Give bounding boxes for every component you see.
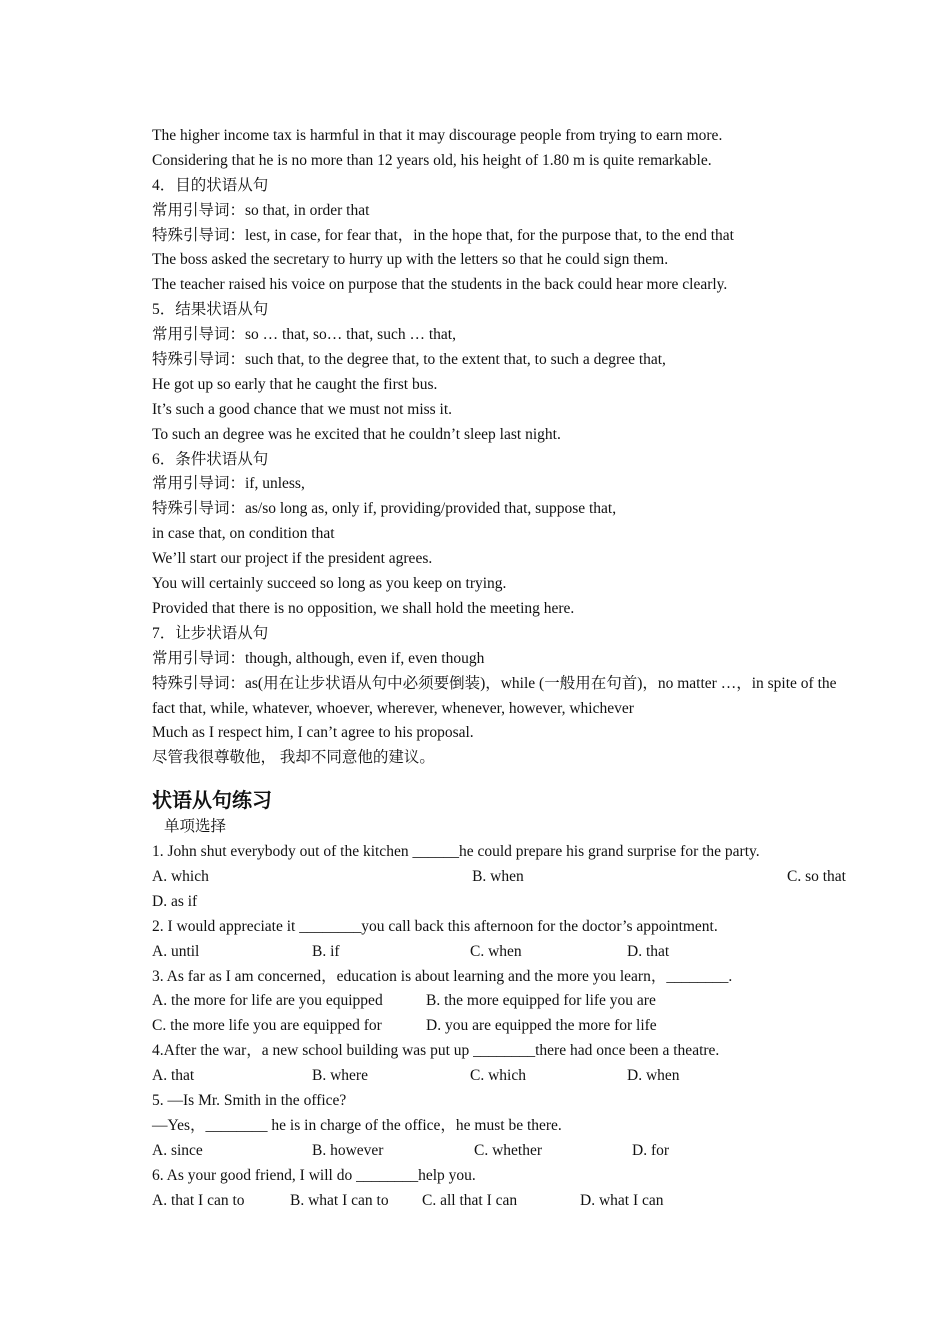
- option-b[interactable]: B. where: [312, 1067, 368, 1085]
- option-c[interactable]: C. so that: [787, 867, 846, 885]
- option-a[interactable]: A. since: [152, 1141, 203, 1159]
- option-d[interactable]: D. when: [627, 1067, 680, 1085]
- question-stem: 6. As your good friend, I will do ________help you.: [152, 1166, 476, 1184]
- concession-special-paragraph: 特殊引导词：as(用在让步状语从句中必须要倒装)，while (一般用在句首)，no matter …，in spite of the fact that, while, whatever, whoever, wherever, whenever, however, whichever: [152, 674, 837, 717]
- text-line: 特殊引导词：lest, in case, for fear that，in the hope that, for the purpose that, to the end that: [152, 226, 734, 244]
- section-heading-result: 5．结果状语从句: [152, 301, 269, 319]
- question-3: [152, 965, 852, 1040]
- option-b[interactable]: B. however: [312, 1141, 384, 1159]
- text-line: The teacher raised his voice on purpose that the students in the back could hear more clearly.: [152, 276, 728, 294]
- option-a[interactable]: A. that: [152, 1067, 195, 1085]
- text-line: 特殊引导词：as/so long as, only if, providing/provided that, suppose that,: [152, 500, 617, 518]
- option-b[interactable]: B. what I can to: [290, 1191, 389, 1209]
- option-d[interactable]: D. what I can: [580, 1191, 664, 1209]
- exercise-title: 状语从句练习: [152, 788, 272, 813]
- document-page: [152, 124, 852, 1213]
- text-line: 常用引导词：though, although, even if, even though: [152, 649, 485, 667]
- text-line: in case that, on condition that: [152, 525, 335, 543]
- example-sentence-zh: 尽管我很尊敬他， 我却不同意他的建议。: [152, 749, 435, 767]
- question-stem: 3. As far as I am concerned，education is about learning and the more you learn，________.: [152, 967, 733, 985]
- question-stem: 2. I would appreciate it ________you call back this afternoon for the doctor’s appointment.: [152, 917, 718, 935]
- options-row: [152, 1064, 852, 1089]
- option-a[interactable]: A. that I can to: [152, 1191, 245, 1209]
- text-line: Considering that he is no more than 12 years old, his height of 1.80 m is quite remarkable.: [152, 151, 712, 169]
- exercise-subtitle: 单项选择: [164, 818, 227, 836]
- text-line: 常用引导词：if, unless,: [152, 475, 305, 493]
- text-line: 特殊引导词：such that, to the degree that, to the extent that, to such a degree that,: [152, 351, 666, 369]
- options-row: [152, 1189, 852, 1214]
- option-c[interactable]: C. all that I can: [422, 1191, 518, 1209]
- question-5: [152, 1089, 852, 1164]
- option-d[interactable]: D. that: [627, 942, 670, 960]
- grammar-notes: [152, 124, 852, 771]
- question-4: [152, 1039, 852, 1089]
- options-row: [152, 865, 846, 890]
- question-2: [152, 915, 852, 965]
- options-row: [152, 940, 852, 965]
- option-c[interactable]: C. when: [470, 942, 522, 960]
- example-sentence-en: Much as I respect him, I can’t agree to his proposal.: [152, 724, 474, 742]
- question-6: [152, 1164, 852, 1214]
- text-line: Provided that there is no opposition, we shall hold the meeting here.: [152, 599, 575, 617]
- option-d[interactable]: D. as if: [152, 892, 198, 910]
- question-stem: 1. John shut everybody out of the kitchen ______he could prepare his grand surprise for the party.: [152, 843, 760, 861]
- options-row: [152, 1139, 852, 1164]
- question-1: [152, 840, 852, 915]
- question-stem: 4.After the war，a new school building was put up ________there had once been a theatre.: [152, 1042, 720, 1060]
- text-line: He got up so early that he caught the first bus.: [152, 375, 438, 393]
- option-a[interactable]: A. until: [152, 942, 200, 960]
- text-line: The boss asked the secretary to hurry up with the letters so that he could sign them.: [152, 251, 669, 269]
- options-row: [152, 989, 852, 1014]
- text-line: To such an degree was he excited that he couldn’t sleep last night.: [152, 425, 561, 443]
- options-row: [152, 1014, 852, 1039]
- option-b[interactable]: B. if: [312, 942, 340, 960]
- option-a[interactable]: A. the more for life are you equipped: [152, 992, 383, 1010]
- text-line: 常用引导词：so that, in order that: [152, 201, 370, 219]
- question-stem-reply: —Yes，________ he is in charge of the office，he must be there.: [152, 1116, 562, 1134]
- section-heading-purpose: 4．目的状语从句: [152, 176, 269, 194]
- option-b[interactable]: B. the more equipped for life you are: [426, 992, 656, 1010]
- text-line: It’s such a good chance that we must not miss it.: [152, 400, 453, 418]
- question-stem: 5. —Is Mr. Smith in the office?: [152, 1091, 347, 1109]
- option-b[interactable]: B. when: [472, 867, 524, 885]
- text-line: We’ll start our project if the president agrees.: [152, 550, 433, 568]
- option-c[interactable]: C. the more life you are equipped for: [152, 1017, 382, 1035]
- text-line: 常用引导词：so … that, so… that, such … that,: [152, 326, 456, 344]
- text-line: The higher income tax is harmful in that it may discourage people from trying to earn more.: [152, 127, 723, 144]
- section-heading-concession: 7．让步状语从句: [152, 624, 269, 642]
- option-d[interactable]: D. you are equipped the more for life: [426, 1017, 657, 1035]
- option-c[interactable]: C. which: [470, 1067, 526, 1085]
- option-c[interactable]: C. whether: [474, 1141, 543, 1159]
- section-heading-condition: 6．条件状语从句: [152, 450, 269, 468]
- option-a[interactable]: A. which: [152, 867, 209, 885]
- option-d[interactable]: D. for: [632, 1141, 670, 1159]
- text-line: You will certainly succeed so long as you keep on trying.: [152, 575, 507, 593]
